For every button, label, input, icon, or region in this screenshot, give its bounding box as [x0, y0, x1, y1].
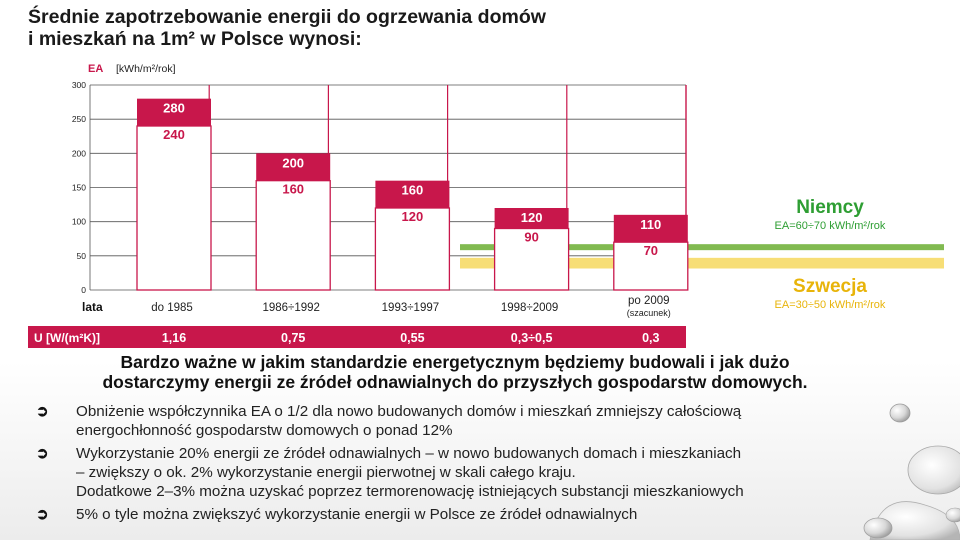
- bar-value-label: 120: [520, 210, 543, 225]
- u-value-row-band: [28, 326, 686, 348]
- u-value-label: 0,3÷0,5: [510, 331, 553, 345]
- bullet-text-line: energochłonność gospodarstw domowych o ponad 12%: [76, 422, 453, 439]
- u-value-label: 0,3: [642, 331, 660, 345]
- title-line-1: Średnie zapotrzebowanie energii do ogrzewania domów: [28, 6, 546, 28]
- x-tick-label: 1998÷2009: [500, 302, 559, 314]
- u-value-label: 0,55: [400, 331, 425, 345]
- bullet-item: [36, 505, 866, 524]
- y-tick-label: 300: [71, 80, 86, 90]
- bullet-list: [36, 402, 866, 528]
- u-value-label: 1,16: [161, 331, 187, 345]
- x-tick-label: 1993÷1997: [381, 302, 440, 314]
- bullet-text-line: 5% o tyle można zwiększyć wykorzystanie energii w Polsce ze źródeł odnawialnych: [76, 506, 638, 523]
- y-tick-label: 100: [71, 216, 86, 227]
- subheading: [30, 352, 880, 392]
- bullet-text-line: Obniżenie współczynnika EA o 1/2 dla nowo budowanych domów i mieszkań zmniejszy całościową: [76, 403, 742, 420]
- bar-value-label: 70: [643, 243, 659, 259]
- arrow-bullet-icon: ➲: [36, 506, 49, 523]
- reference-band-name: Szwecja: [793, 276, 867, 297]
- reference-band-range: EA=60÷70 kWh/m²/rok: [774, 220, 886, 232]
- bullet-text-line: – zwiększy o ok. 2% wykorzystanie energii pierwotnej w skali całego kraju.: [76, 464, 576, 481]
- bar-value-label: 240: [163, 127, 185, 142]
- bar-value-label: 110: [640, 216, 662, 232]
- bar-value-label: 280: [163, 100, 185, 116]
- reference-band-range: EA=30÷50 kWh/m²/rok: [774, 299, 886, 311]
- bullet-item: [36, 444, 866, 501]
- y-tick-label: 150: [71, 182, 86, 193]
- bar-lower-segment: [256, 181, 330, 290]
- x-tick-label: po 2009: [628, 295, 670, 307]
- title-line-2: i mieszkań na 1m² w Polsce wynosi:: [28, 28, 362, 50]
- u-row-label: U [W/(m²K)]: [34, 331, 100, 345]
- x-row-label: lata: [82, 300, 103, 314]
- bullet-text-line: Dodatkowe 2–3% można uzyskać poprzez termorenowację istniejących substancji mieszkaniowych: [76, 483, 744, 500]
- y-tick-label: 250: [71, 114, 86, 125]
- reference-band-name: Niemcy: [796, 197, 864, 218]
- y-axis-symbol: EA: [88, 63, 104, 75]
- y-tick-label: 0: [81, 285, 86, 295]
- bar-lower-segment: [137, 126, 211, 290]
- subheading-line-1: Bardzo ważne w jakim standardzie energetycznym będziemy budowali i jak dużo: [120, 352, 790, 372]
- bar-value-label: 90: [524, 229, 539, 245]
- bullet-text-line: Wykorzystanie 20% energii ze źródeł odnawialnych – w nowo budowanych domach i mieszkaniach: [76, 445, 742, 462]
- x-tick-sublabel: (szacunek): [626, 308, 671, 318]
- x-tick-label: 1986÷1992: [262, 302, 320, 314]
- arrow-bullet-icon: ➲: [36, 403, 49, 420]
- y-tick-label: 200: [71, 148, 86, 159]
- y-axis-unit: [kWh/m²/rok]: [116, 63, 176, 75]
- subheading-line-2: dostarczymy energii ze źródeł odnawialnych do przyszłych gospodarstw domowych.: [102, 372, 808, 392]
- bar-value-label: 120: [401, 209, 424, 224]
- x-tick-label: do 1985: [151, 302, 193, 314]
- y-tick-label: 50: [76, 250, 86, 261]
- u-value-label: 0,75: [281, 331, 306, 345]
- bar-value-label: 160: [282, 181, 305, 197]
- bar-value-label: 200: [282, 155, 305, 171]
- bullet-item: [36, 402, 866, 440]
- bar-value-label: 160: [401, 182, 424, 198]
- arrow-bullet-icon: ➲: [36, 445, 49, 462]
